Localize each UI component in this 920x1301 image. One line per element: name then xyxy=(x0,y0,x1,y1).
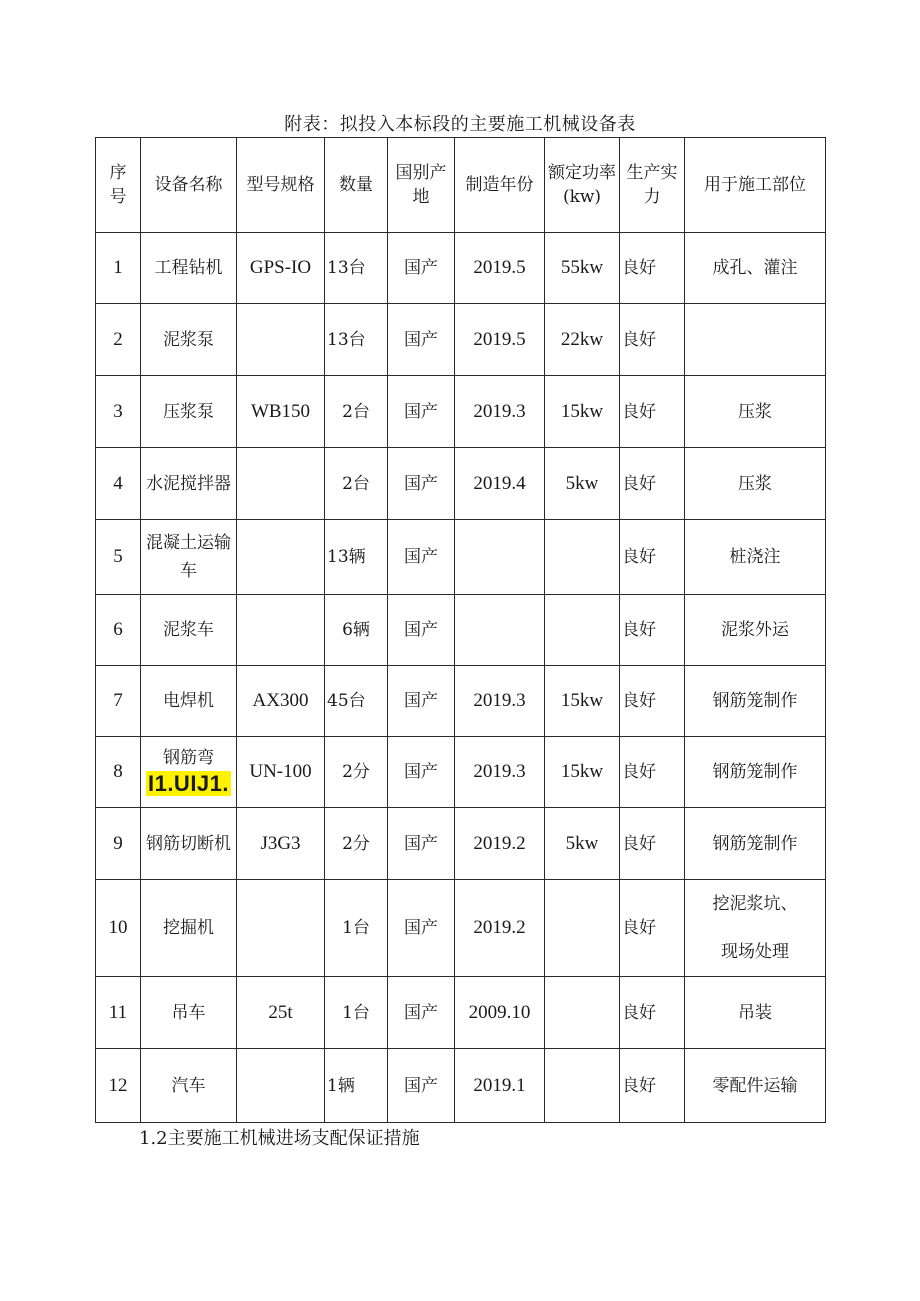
section-heading: 1.2主要施工机械进场支配保证措施 xyxy=(139,1128,420,1149)
table-row xyxy=(96,808,826,880)
cell-power xyxy=(545,1049,620,1123)
cell-name xyxy=(141,737,237,808)
cell-name xyxy=(141,520,237,595)
cell-origin: 国产 xyxy=(388,376,455,448)
cell-origin: 国产 xyxy=(388,520,455,595)
header-qty: 数量 xyxy=(325,138,388,233)
cell-qty: 2分 xyxy=(325,737,388,808)
header-no xyxy=(96,138,141,233)
header-name: 设备名称 xyxy=(141,138,237,233)
cell-capability: 良好 xyxy=(620,376,685,448)
cell-power: 55kw xyxy=(545,233,620,304)
cell-no: 12 xyxy=(96,1049,141,1123)
cell-name: 泥浆车 xyxy=(141,595,237,666)
table-row xyxy=(96,977,826,1049)
cell-power: 15kw xyxy=(545,666,620,737)
cell-name-text: 混凝土运输车 xyxy=(146,533,231,581)
header-usage: 用于施工部位 xyxy=(685,138,826,233)
header-power xyxy=(545,138,620,233)
cell-no: 10 xyxy=(96,880,141,977)
cell-qty: 45台 xyxy=(325,666,388,737)
cell-usage: 钢筋笼制作 xyxy=(685,737,826,808)
cell-no: 1 xyxy=(96,233,141,304)
cell-origin: 国产 xyxy=(388,880,455,977)
cell-model: UN-100 xyxy=(237,737,325,808)
cell-qty: 1台 xyxy=(325,880,388,977)
cell-capability: 良好 xyxy=(620,304,685,376)
table-row xyxy=(96,666,826,737)
cell-capability: 良好 xyxy=(620,448,685,520)
cell-year xyxy=(455,520,545,595)
cell-no: 2 xyxy=(96,304,141,376)
table-row xyxy=(96,233,826,304)
cell-model xyxy=(237,448,325,520)
cell-year: 2009.10 xyxy=(455,977,545,1049)
cell-capability: 良好 xyxy=(620,666,685,737)
cell-origin: 国产 xyxy=(388,595,455,666)
cell-usage: 零配件运输 xyxy=(685,1049,826,1123)
cell-year: 2019.3 xyxy=(455,737,545,808)
header-label: 序号 xyxy=(109,163,127,207)
cell-origin: 国产 xyxy=(388,1049,455,1123)
cell-usage: 成孔、灌注 xyxy=(685,233,826,304)
cell-origin: 国产 xyxy=(388,233,455,304)
cell-origin: 国产 xyxy=(388,666,455,737)
cell-name: 工程钻机 xyxy=(141,233,237,304)
highlighted-ocr-text: I1.UIJ1. xyxy=(147,771,230,796)
cell-no: 5 xyxy=(96,520,141,595)
table-row xyxy=(96,880,826,977)
cell-model xyxy=(237,304,325,376)
cell-power xyxy=(545,880,620,977)
cell-qty: 13辆 xyxy=(325,520,388,595)
table-title: 附表：拟投入本标段的主要施工机械设备表 xyxy=(284,114,636,135)
cell-model: AX300 xyxy=(237,666,325,737)
table-row xyxy=(96,376,826,448)
cell-power: 15kw xyxy=(545,376,620,448)
cell-no: 8 xyxy=(96,737,141,808)
table-row xyxy=(96,737,826,808)
header-model: 型号规格 xyxy=(237,138,325,233)
cell-qty: 2台 xyxy=(325,376,388,448)
cell-qty: 1台 xyxy=(325,977,388,1049)
cell-model: J3G3 xyxy=(237,808,325,880)
cell-name: 汽车 xyxy=(141,1049,237,1123)
cell-name-text: 钢筋弯 xyxy=(163,748,214,768)
cell-model xyxy=(237,880,325,977)
cell-model: WB150 xyxy=(237,376,325,448)
cell-origin: 国产 xyxy=(388,977,455,1049)
cell-year: 2019.3 xyxy=(455,666,545,737)
cell-model: GPS-IO xyxy=(237,233,325,304)
cell-origin: 国产 xyxy=(388,448,455,520)
header-row xyxy=(96,138,826,233)
cell-origin: 国产 xyxy=(388,737,455,808)
cell-capability: 良好 xyxy=(620,808,685,880)
table-row xyxy=(96,595,826,666)
cell-usage: 泥浆外运 xyxy=(685,595,826,666)
cell-power: 15kw xyxy=(545,737,620,808)
table-row xyxy=(96,520,826,595)
cell-qty: 6辆 xyxy=(325,595,388,666)
cell-name: 泥浆泵 xyxy=(141,304,237,376)
cell-name: 电焊机 xyxy=(141,666,237,737)
cell-year: 2019.2 xyxy=(455,880,545,977)
cell-capability: 良好 xyxy=(620,595,685,666)
cell-power: 22kw xyxy=(545,304,620,376)
table-row xyxy=(96,304,826,376)
cell-capability: 良好 xyxy=(620,520,685,595)
cell-year: 2019.3 xyxy=(455,376,545,448)
cell-no: 11 xyxy=(96,977,141,1049)
cell-year: 2019.5 xyxy=(455,304,545,376)
header-label: 额定功率(kw) xyxy=(548,163,616,207)
cell-capability: 良好 xyxy=(620,977,685,1049)
cell-capability: 良好 xyxy=(620,737,685,808)
equipment-table xyxy=(95,137,826,1123)
cell-no: 7 xyxy=(96,666,141,737)
cell-power xyxy=(545,520,620,595)
cell-power xyxy=(545,595,620,666)
cell-name: 钢筋切断机 xyxy=(141,808,237,880)
cell-capability: 良好 xyxy=(620,233,685,304)
cell-year: 2019.5 xyxy=(455,233,545,304)
cell-usage: 桩浇注 xyxy=(685,520,826,595)
cell-usage: 钢筋笼制作 xyxy=(685,666,826,737)
cell-power: 5kw xyxy=(545,808,620,880)
cell-name: 压浆泵 xyxy=(141,376,237,448)
cell-name: 挖掘机 xyxy=(141,880,237,977)
cell-qty: 2台 xyxy=(325,448,388,520)
cell-no: 6 xyxy=(96,595,141,666)
cell-year: 2019.4 xyxy=(455,448,545,520)
header-capability xyxy=(620,138,685,233)
cell-qty: 13台 xyxy=(325,233,388,304)
cell-year: 2019.1 xyxy=(455,1049,545,1123)
header-year: 制造年份 xyxy=(455,138,545,233)
cell-usage: 吊装 xyxy=(685,977,826,1049)
cell-usage: 压浆 xyxy=(685,448,826,520)
cell-model xyxy=(237,595,325,666)
cell-model xyxy=(237,520,325,595)
table-row xyxy=(96,1049,826,1123)
cell-power: 5kw xyxy=(545,448,620,520)
cell-qty: 1辆 xyxy=(325,1049,388,1123)
cell-name: 水泥搅拌器 xyxy=(141,448,237,520)
cell-model: 25t xyxy=(237,977,325,1049)
cell-capability: 良好 xyxy=(620,880,685,977)
cell-usage-text: 挖泥浆坑、现场处理 xyxy=(712,894,798,962)
cell-year: 2019.2 xyxy=(455,808,545,880)
cell-no: 9 xyxy=(96,808,141,880)
cell-no: 3 xyxy=(96,376,141,448)
cell-usage: 压浆 xyxy=(685,376,826,448)
cell-qty: 2分 xyxy=(325,808,388,880)
cell-name: 吊车 xyxy=(141,977,237,1049)
cell-usage xyxy=(685,880,826,977)
cell-year xyxy=(455,595,545,666)
cell-capability: 良好 xyxy=(620,1049,685,1123)
cell-power xyxy=(545,977,620,1049)
cell-no: 4 xyxy=(96,448,141,520)
cell-qty: 13台 xyxy=(325,304,388,376)
cell-usage: 钢筋笼制作 xyxy=(685,808,826,880)
cell-model xyxy=(237,1049,325,1123)
header-origin xyxy=(388,138,455,233)
cell-origin: 国产 xyxy=(388,304,455,376)
header-label: 国别产地 xyxy=(395,163,447,207)
table-row xyxy=(96,448,826,520)
header-label: 生产实力 xyxy=(626,163,678,207)
cell-origin: 国产 xyxy=(388,808,455,880)
cell-usage xyxy=(685,304,826,376)
